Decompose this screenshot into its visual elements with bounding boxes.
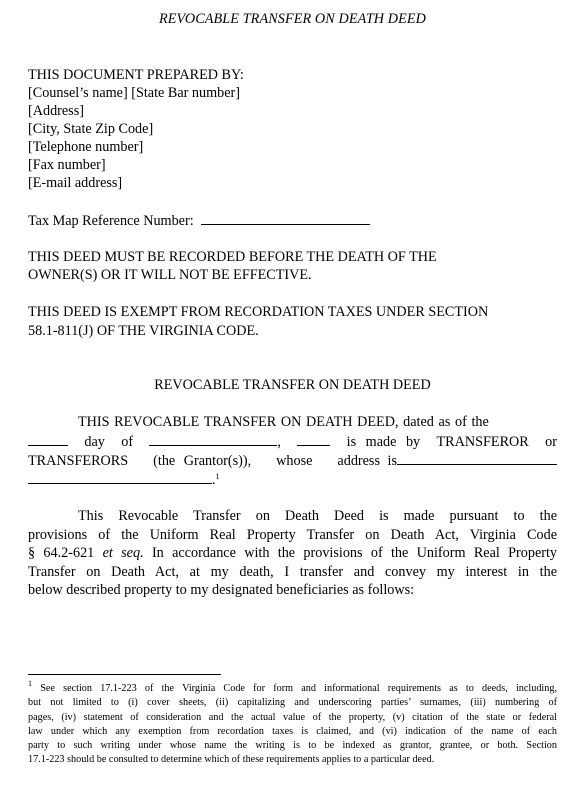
prepared-by-telephone: [Telephone number] bbox=[28, 139, 144, 155]
body-line4: Transfer on Death Act, at my death, I transfer and convey my interest in the bbox=[28, 563, 557, 580]
prepared-by-address: [Address] bbox=[28, 103, 84, 119]
month-blank[interactable] bbox=[149, 432, 277, 446]
or-label: or bbox=[545, 434, 557, 450]
grantor-label: (the Grantor(s)), bbox=[153, 453, 252, 469]
footnote-line1 bbox=[28, 679, 557, 696]
address-blank[interactable] bbox=[397, 451, 557, 465]
prepared-by-email: [E-mail address] bbox=[28, 175, 123, 191]
day-label: day bbox=[84, 434, 105, 450]
prepared-by-counsel: [Counsel’s name] [State Bar number] bbox=[28, 85, 240, 101]
prepared-by-fax: [Fax number] bbox=[28, 157, 106, 173]
notice-exempt-line2: 58.1-811(J) OF THE VIRGINIA CODE. bbox=[28, 323, 259, 339]
tax-map-blank[interactable] bbox=[201, 211, 370, 225]
body-line1: This Revocable Transfer on Death Deed is made pursuant to the bbox=[78, 508, 557, 524]
prepared-by-city: [City, State Zip Code] bbox=[28, 121, 154, 137]
intro-line2 bbox=[28, 432, 557, 450]
tax-map-row bbox=[28, 211, 370, 230]
body-paragraph bbox=[28, 507, 557, 600]
notice-recording-line1: THIS DEED MUST BE RECORDED BEFORE THE DEATH OF THE bbox=[28, 249, 437, 265]
of-label: of bbox=[121, 434, 134, 450]
is-made-by-label: is made by bbox=[346, 434, 421, 450]
body-line3 bbox=[28, 544, 557, 563]
footnote-line3: pages, (iv) statement of consideration and the actual value of the property, (v) citation of the state or federal bbox=[28, 711, 557, 723]
address-is-label: address is bbox=[337, 453, 397, 469]
footnote-reference: 1 bbox=[215, 472, 220, 481]
section-title: REVOCABLE TRANSFER ON DEATH DEED bbox=[154, 377, 431, 393]
address-field bbox=[337, 451, 557, 470]
intro-line3 bbox=[28, 451, 557, 469]
transferor-label: TRANSFEROR bbox=[436, 434, 529, 450]
footnote-separator bbox=[28, 674, 221, 675]
intro-line1-text: THIS REVOCABLE TRANSFER ON DEATH DEED, dated as of the bbox=[78, 414, 489, 430]
tax-map-label: Tax Map Reference Number: bbox=[28, 213, 194, 229]
address-blank-continued[interactable] bbox=[28, 470, 212, 484]
intro-line4: .$^1$ bbox=[28, 470, 220, 489]
body-line5: below described property to my designated beneficiaries as follows: bbox=[28, 582, 415, 599]
footnote-line1-text: See section 17.1-223 of the Virginia Code for form and informational requirements as to deeds, including, bbox=[40, 683, 557, 694]
whose-label: whose bbox=[276, 453, 313, 469]
transferors-label: TRANSFERORS bbox=[28, 453, 129, 469]
footnote-line2: but not limited to (i) cover sheets, (ii) capitalizing and underscoring parties’ surnames, (iii) numbering of bbox=[28, 697, 557, 709]
body-line3-rest: In accordance with the provisions of the Uniform Real Property bbox=[151, 545, 558, 562]
month-field: , bbox=[149, 432, 281, 451]
footnote-mark: 1 bbox=[28, 679, 32, 688]
prepared-by-heading: THIS DOCUMENT PREPARED BY: bbox=[28, 67, 244, 83]
footnote-line6: 17.1-223 should be consulted to determine which of these requirements applies to a particular deed. bbox=[28, 754, 435, 766]
footnote bbox=[28, 679, 557, 768]
document-title: REVOCABLE TRANSFER ON DEATH DEED bbox=[158, 11, 427, 27]
body-line2: provisions of the Uniform Real Property Transfer on Death Act, Virginia Code bbox=[28, 526, 557, 543]
footnote-line5: party to such writing under whose name the writing is to be indexed as grantor, grantee, or both. Section bbox=[28, 740, 557, 752]
intro-line1 bbox=[78, 413, 557, 431]
notice-exempt-line1: THIS DEED IS EXEMPT FROM RECORDATION TAXES UNDER SECTION bbox=[28, 304, 489, 320]
footnote-line4: law under which any exemption from recordation taxes is claimed, and (vi) indication of the name of each bbox=[28, 725, 557, 737]
day-blank[interactable] bbox=[28, 432, 68, 446]
code-citation: § 64.2-621 bbox=[28, 545, 95, 562]
notice-recording-line2: OWNER(S) OR IT WILL NOT BE EFFECTIVE. bbox=[28, 267, 312, 283]
et-seq: et seq. bbox=[102, 545, 144, 562]
year-blank[interactable] bbox=[297, 432, 330, 446]
